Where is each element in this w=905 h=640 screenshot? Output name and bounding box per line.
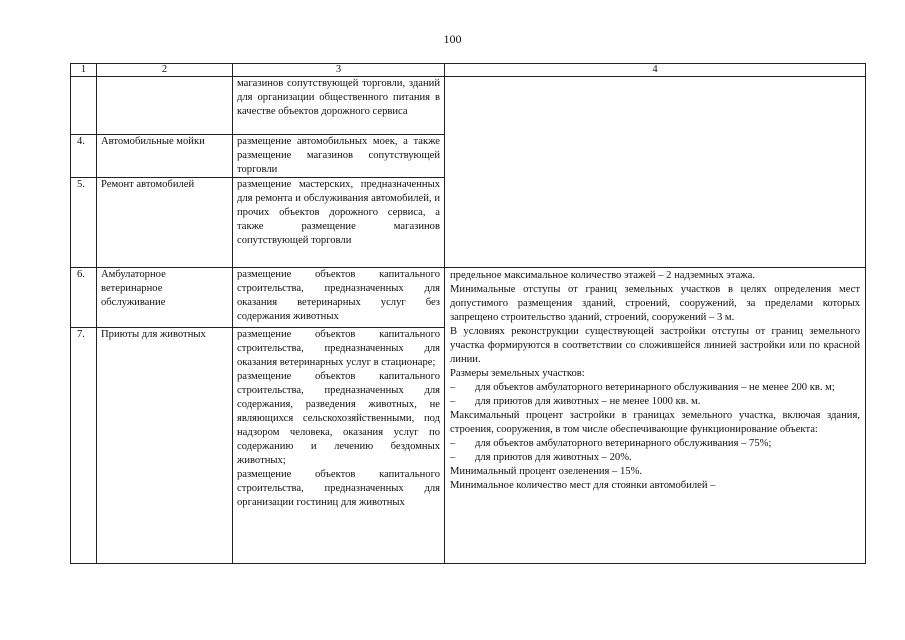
list-item-text: для объектов амбулаторного ветеринарного обслуживания – 75%;	[475, 438, 772, 449]
param-setbacks: Минимальные отступы от границ земельных участков в целях определения мест допустимого размещения зданий, строений, сооружений, за пределами которых запрещено строительство зданий, строений, сооружений – 3 м.	[450, 284, 860, 323]
param-min-parking: Минимальное количество мест для стоянки автомобилей –	[450, 480, 716, 491]
row-description	[233, 135, 445, 178]
row-name	[97, 77, 233, 135]
row-description	[233, 77, 445, 135]
page-number: 100	[443, 32, 462, 46]
header-col-4: 4	[445, 64, 866, 77]
dash-bullet: –	[450, 438, 456, 449]
description-paragraph: размещение автомобильных моек, а также размещение магазинов сопутствующей торговли	[237, 136, 440, 175]
params-empty-cell	[445, 77, 866, 268]
param-max-coverage: Максимальный процент застройки в границах земельного участка, включая здания, строения, сооружения, в том числе обеспечивающие функционирование объекта:	[450, 410, 860, 435]
description-paragraph: размещение объектов капитального строительства, предназначенных для оказания ветеринарных услуг в стационаре;	[237, 329, 440, 368]
row-name: Автомобильные мойки	[97, 135, 233, 178]
land-use-table	[70, 63, 866, 564]
list-item	[450, 381, 860, 395]
description-paragraph: размещение объектов капитального строительства, предназначенных для содержания, разведения животных, не являющихся сельскохозяйственными, под надзором человека, оказания услуг по содержанию и лечению бездомных животных;	[237, 371, 440, 466]
row-number: 4.	[71, 135, 97, 178]
row-description	[233, 328, 445, 564]
params-cell	[445, 268, 866, 564]
header-col-2: 2	[97, 64, 233, 77]
row-name: Приюты для животных	[97, 328, 233, 564]
list-item	[450, 437, 860, 451]
row-description	[233, 178, 445, 268]
row-number	[71, 77, 97, 135]
row-number: 7.	[71, 328, 97, 564]
description-paragraph: магазинов сопутствующей торговли, зданий для организации общественного питания в качестве объектов дорожного сервиса	[237, 78, 440, 117]
header-col-3: 3	[233, 64, 445, 77]
param-min-greening: Минимальный процент озеленения – 15%.	[450, 466, 643, 477]
param-plot-sizes-title: Размеры земельных участков:	[450, 368, 585, 379]
row-number: 6.	[71, 268, 97, 328]
row-name: Амбулаторное ветеринарное обслуживание	[97, 268, 233, 328]
param-max-floors: предельное максимальное количество этажей – 2 надземных этажа.	[450, 270, 755, 281]
list-item	[450, 451, 860, 465]
row-description	[233, 268, 445, 328]
description-paragraph: размещение мастерских, предназначенных для ремонта и обслуживания автомобилей, и прочих объектов дорожного сервиса, а также размещение магазинов сопутствующей торговли	[237, 179, 440, 246]
param-reconstruction: В условиях реконструкции существующей застройки отступы от границ земельного участка формируются в соответствии со сложившейся линией застройки или по красной линии.	[450, 326, 860, 365]
dash-bullet: –	[450, 396, 456, 407]
description-paragraph: размещение объектов капитального строительства, предназначенных для организации гостиниц для животных	[237, 469, 440, 508]
dash-bullet: –	[450, 452, 456, 463]
table-header-row	[71, 64, 866, 77]
table-row	[71, 77, 866, 135]
row-number: 5.	[71, 178, 97, 268]
list-item-text: для объектов амбулаторного ветеринарного обслуживания – не менее 200 кв. м;	[475, 382, 835, 393]
list-item	[450, 395, 860, 409]
header-col-1: 1	[71, 64, 97, 77]
table-row	[71, 268, 866, 328]
list-item-text: для приютов для животных – 20%.	[475, 452, 632, 463]
description-paragraph: размещение объектов капитального строительства, предназначенных для оказания ветеринарных услуг без содержания животных	[237, 269, 440, 322]
list-item-text: для приютов для животных – не менее 1000 кв. м.	[475, 396, 701, 407]
dash-bullet: –	[450, 382, 456, 393]
row-name: Ремонт автомобилей	[97, 178, 233, 268]
